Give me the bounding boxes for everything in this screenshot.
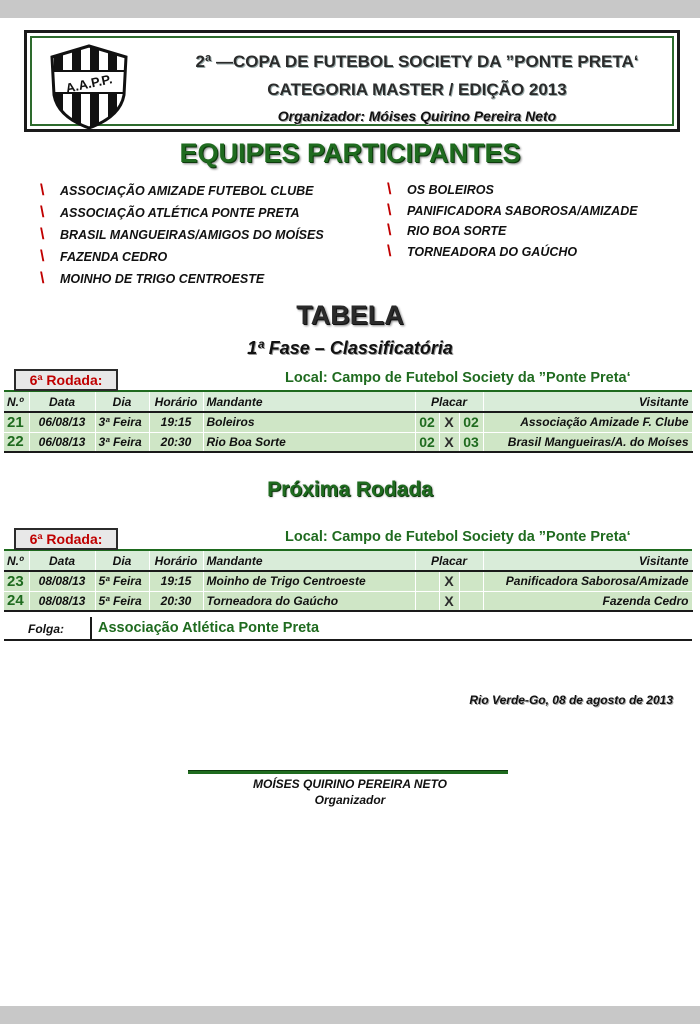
away-goals <box>459 571 483 591</box>
bullet-mark-icon: \ <box>387 242 392 260</box>
bullet-mark-icon: \ <box>40 226 45 243</box>
game-number: 23 <box>4 571 29 591</box>
signature-line <box>188 770 508 774</box>
col-num: N.º <box>4 551 29 571</box>
home-team: Torneadora do Gaúcho <box>203 591 415 611</box>
team-name: TORNEADORA DO GAÚCHO <box>407 244 578 259</box>
team-name: FAZENDA CEDRO <box>60 250 168 264</box>
tournament-category: CATEGORIA MASTER / EDIÇÃO 2013 <box>267 80 567 99</box>
venue-label: Local: Campo de Futebol Society da ”Ponte Preta‘ <box>285 529 631 545</box>
game-time: 19:15 <box>149 571 203 591</box>
table-row <box>4 591 692 611</box>
game-day: 3ª Feira <box>95 412 149 432</box>
team-item <box>387 221 638 242</box>
col-num: N.º <box>4 392 29 412</box>
bullet-mark-icon: \ <box>387 222 392 240</box>
game-number: 24 <box>4 591 29 611</box>
bottom-gray-band <box>0 1006 700 1024</box>
round-label-badge: 6ª Rodada: <box>14 369 118 391</box>
bullet-mark-icon: \ <box>40 248 45 265</box>
versus-mark: X <box>439 591 459 611</box>
away-goals: 02 <box>459 412 483 432</box>
game-number: 22 <box>4 432 29 452</box>
col-score: Placar <box>415 551 483 571</box>
round-label-badge: 6ª Rodada: <box>14 528 118 550</box>
bullet-mark-icon: \ <box>40 182 45 199</box>
team-name: OS BOLEIROS <box>407 183 494 198</box>
signature-name: MOÍSES QUIRINO PEREIRA NETO <box>252 777 448 791</box>
bye-box <box>90 617 692 641</box>
col-time: Horário <box>149 392 203 412</box>
tournament-title: 2ª —COPA DE FUTEBOL SOCIETY DA ”PONTE PRETA‘ <box>195 52 639 71</box>
teams-heading: EQUIPES PARTICIPANTES <box>179 138 521 168</box>
next-round-heading: Próxima Rodada <box>267 478 433 501</box>
col-day: Dia <box>95 392 149 412</box>
bullet-mark-icon: \ <box>40 204 45 221</box>
team-item <box>387 242 638 263</box>
away-goals: 03 <box>459 432 483 452</box>
team-item <box>40 180 324 202</box>
bye-row <box>4 617 692 641</box>
logo-lettering: A.A.P.P. <box>64 71 114 96</box>
game-number: 21 <box>4 412 29 432</box>
home-goals: 02 <box>415 412 439 432</box>
team-name: MOINHO DE TRIGO CENTROESTE <box>60 272 265 286</box>
game-day: 5ª Feira <box>95 571 149 591</box>
team-item <box>40 202 324 224</box>
document-header <box>24 30 680 132</box>
results-table <box>4 392 693 453</box>
tournament-organizer: Organizador: Móises Quirino Pereira Neto <box>277 108 557 124</box>
col-date: Data <box>29 551 95 571</box>
team-item <box>387 180 638 201</box>
away-team: Fazenda Cedro <box>483 591 692 611</box>
col-day: Dia <box>95 551 149 571</box>
game-time: 19:15 <box>149 412 203 432</box>
bullet-mark-icon: \ <box>387 181 392 199</box>
place-and-date: Rio Verde-Go, 08 de agosto de 2013 <box>469 693 673 707</box>
versus-mark: X <box>439 432 459 452</box>
col-away: Visitante <box>483 551 692 571</box>
venue-label: Local: Campo de Futebol Society da ”Ponte Preta‘ <box>285 370 631 386</box>
bye-team: Associação Atlética Ponte Preta <box>98 620 320 636</box>
round-results-block <box>4 366 692 453</box>
teams-list-right <box>387 180 638 262</box>
away-team: Associação Amizade F. Clube <box>483 412 692 432</box>
game-date: 08/08/13 <box>29 571 95 591</box>
team-name: ASSOCIAÇÃO AMIZADE FUTEBOL CLUBE <box>60 184 314 198</box>
game-date: 06/08/13 <box>29 412 95 432</box>
col-time: Horário <box>149 551 203 571</box>
header-inner-frame <box>30 36 674 126</box>
phase-subheading: 1ª Fase – Classificatória <box>247 338 453 358</box>
table-header-row <box>4 551 692 571</box>
versus-mark: X <box>439 571 459 591</box>
game-time: 20:30 <box>149 591 203 611</box>
home-team: Boleiros <box>203 412 415 432</box>
away-goals <box>459 591 483 611</box>
schedule-table <box>4 551 693 612</box>
club-crest-logo <box>48 43 130 131</box>
game-time: 20:30 <box>149 432 203 452</box>
round-header <box>4 525 692 551</box>
round-header <box>4 366 692 392</box>
table-row <box>4 432 692 452</box>
home-goals <box>415 571 439 591</box>
away-team: Brasil Mangueiras/A. do Moíses <box>483 432 692 452</box>
col-date: Data <box>29 392 95 412</box>
team-item <box>40 268 324 290</box>
next-round-block <box>4 525 692 612</box>
col-score: Placar <box>415 392 483 412</box>
signature-role: Organizador <box>314 793 386 807</box>
team-name: ASSOCIAÇÃO ATLÉTICA PONTE PRETA <box>60 206 300 220</box>
home-team: Moinho de Trigo Centroeste <box>203 571 415 591</box>
team-item <box>40 224 324 246</box>
schedule-heading: TABELA <box>296 300 404 330</box>
col-away: Visitante <box>483 392 692 412</box>
bullet-mark-icon: \ <box>387 201 392 219</box>
top-gray-band <box>0 0 700 18</box>
bye-label: Folga: <box>28 622 64 636</box>
team-name: RIO BOA SORTE <box>407 224 507 239</box>
header-text-block <box>152 48 682 128</box>
game-date: 08/08/13 <box>29 591 95 611</box>
table-row <box>4 571 692 591</box>
game-day: 5ª Feira <box>95 591 149 611</box>
table-row <box>4 412 692 432</box>
versus-mark: X <box>439 412 459 432</box>
col-home: Mandante <box>203 551 415 571</box>
home-team: Rio Boa Sorte <box>203 432 415 452</box>
table-header-row <box>4 392 692 412</box>
game-date: 06/08/13 <box>29 432 95 452</box>
team-name: BRASIL MANGUEIRAS/AMIGOS DO MOÍSES <box>60 228 324 242</box>
bullet-mark-icon: \ <box>40 270 45 287</box>
away-team: Panificadora Saborosa/Amizade <box>483 571 692 591</box>
teams-list-left <box>40 180 324 290</box>
team-item <box>40 246 324 268</box>
home-goals <box>415 591 439 611</box>
team-name: PANIFICADORA SABOROSA/AMIZADE <box>407 203 638 218</box>
col-home: Mandante <box>203 392 415 412</box>
home-goals: 02 <box>415 432 439 452</box>
team-item <box>387 201 638 222</box>
game-day: 3ª Feira <box>95 432 149 452</box>
